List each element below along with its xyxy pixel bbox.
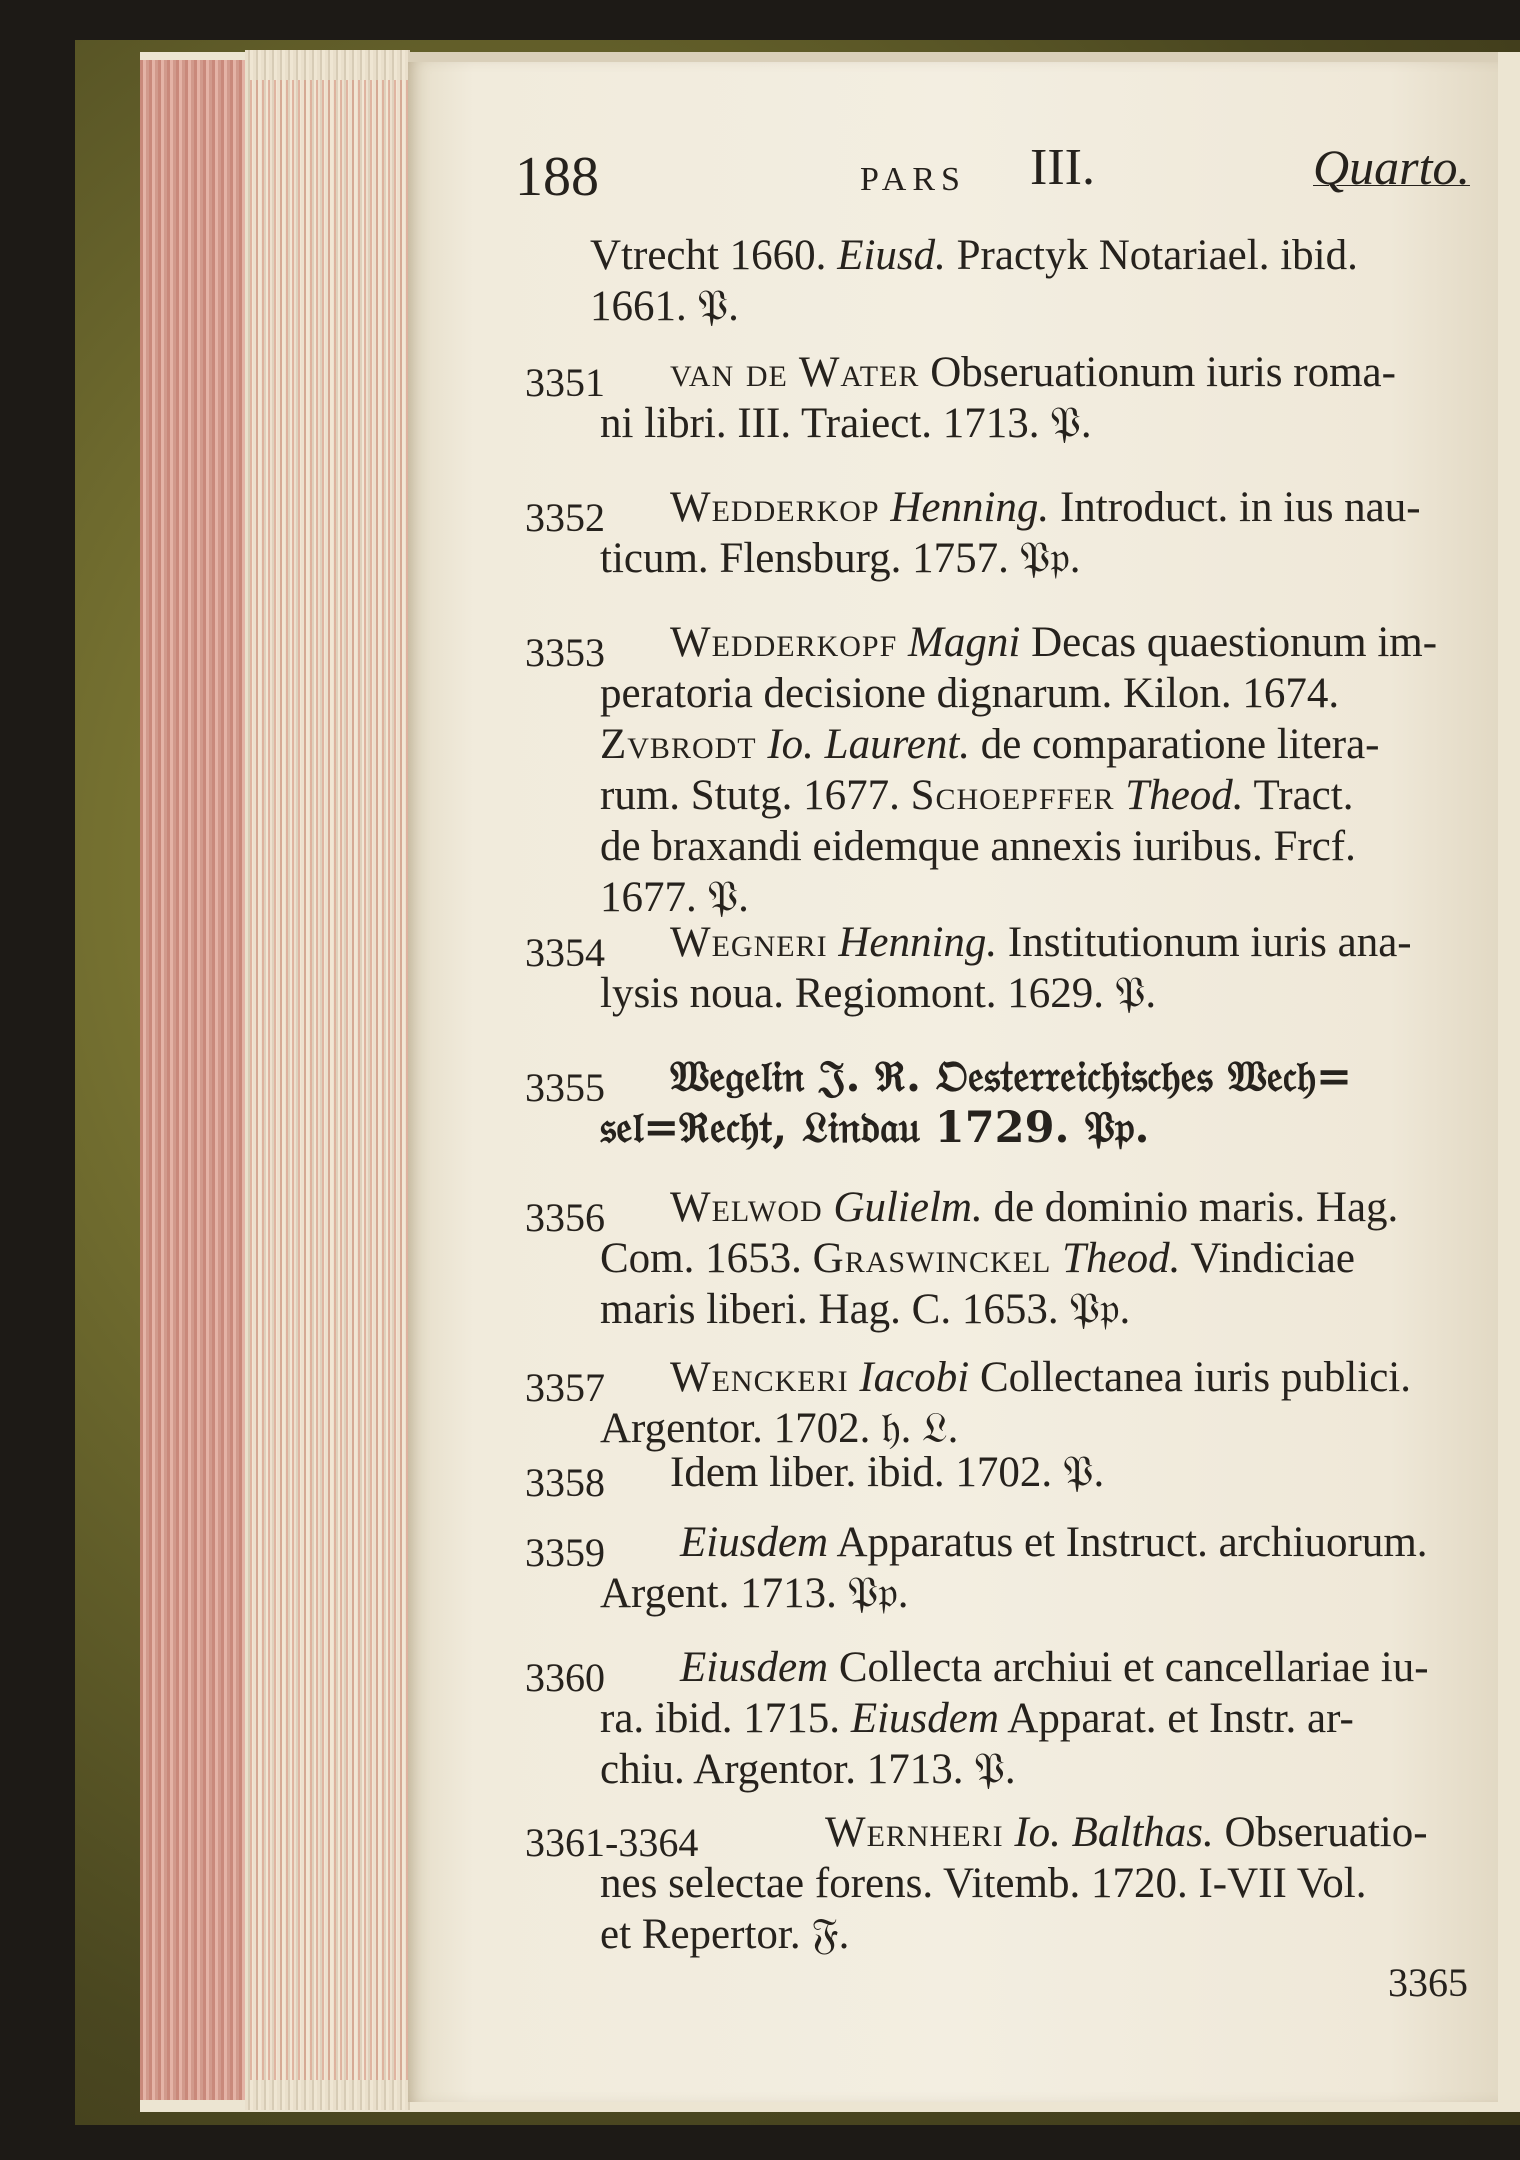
page-number: 188 — [515, 146, 599, 208]
entry-text: Practyk Notariael. ibid. — [945, 232, 1358, 279]
entry-text: Argentor. 1702. — [600, 1405, 882, 1452]
entry-text: 1661. — [590, 283, 698, 330]
entry-text: Decas quaestionum im- — [1020, 619, 1438, 666]
entry-italic-text: Magni — [908, 619, 1021, 666]
entry-text — [880, 484, 891, 531]
entry-line — [600, 1231, 1355, 1286]
entry-italic-text: Io. Laurent. — [767, 721, 971, 768]
entry-number: 3353 — [525, 630, 605, 675]
entry-line — [670, 1350, 1411, 1405]
entry-italic-text: Henning. — [838, 919, 998, 966]
entry-line — [825, 1805, 1428, 1860]
entry-text: et Repertor. — [600, 1911, 812, 1958]
entry-text — [823, 1184, 834, 1231]
entry-number: 3358 — [525, 1460, 605, 1505]
entry-text: 𝔓. — [697, 283, 739, 330]
entry-number: 3356 — [525, 1195, 605, 1240]
entry-number: 3361-3364 — [525, 1820, 699, 1865]
author-name: Graswinckel — [812, 1235, 1052, 1282]
entry-text: 𝔥. 𝔏. — [881, 1405, 959, 1452]
entry-number: 3351 — [525, 360, 605, 405]
author-name: Wernheri — [825, 1809, 1004, 1856]
entry-line — [670, 1445, 1104, 1500]
entry-number: 3352 — [525, 495, 605, 540]
entry-text — [1051, 1235, 1062, 1282]
entry-text: ni libri. III. Traiect. 1713. — [600, 400, 1051, 447]
author-name: Wenckeri — [670, 1354, 849, 1401]
author-name: Wedderkop — [670, 484, 880, 531]
author-name: van de Water — [670, 349, 920, 396]
section-label: PARS — [860, 161, 966, 198]
entry-text: Introduct. in ius nau- — [1049, 484, 1421, 531]
entry-line — [670, 480, 1421, 535]
entry-number: 3354 — [525, 930, 605, 975]
entry-italic-text: Eiusdem — [680, 1644, 829, 1691]
entry-italic-text: Eiusdem — [680, 1519, 829, 1566]
entry-text: Institutionum iuris ana- — [997, 919, 1412, 966]
entry-text: de dominio maris. Hag. — [982, 1184, 1399, 1231]
entry-line — [600, 1101, 1150, 1156]
entry-italic-text: Eiusd. — [837, 232, 946, 279]
entry-text — [828, 919, 839, 966]
entry-line — [600, 666, 1339, 721]
entry-text — [897, 619, 908, 666]
entry-text: 𝔉. — [811, 1911, 850, 1958]
entry-text — [1115, 772, 1126, 819]
entry-italic-text: Eiusdem — [850, 1695, 999, 1742]
entry-text — [849, 1354, 860, 1401]
author-name: Zvbrodt — [600, 721, 757, 768]
entry-line — [600, 1282, 1130, 1337]
entry-line — [600, 1566, 909, 1621]
entry-text: de comparatione litera- — [970, 721, 1380, 768]
entry-line — [600, 1742, 1016, 1797]
fraktur-text: 𝔚𝔢𝔤𝔢𝔩𝔦𝔫 𝔍. ℜ. 𝔒𝔢𝔰𝔱𝔢𝔯𝔯𝔢𝔦𝔠𝔥𝔦𝔰𝔠𝔥𝔢𝔰 𝔚𝔢𝔠𝔥= — [670, 1052, 1353, 1102]
entry-text: Com. 1653. — [600, 1235, 813, 1282]
author-name: Wegneri — [670, 919, 828, 966]
entry-text: 𝔓𝔭. — [1019, 535, 1081, 582]
entry-text: Obseruatio- — [1213, 1809, 1428, 1856]
page-edges-red — [140, 60, 250, 2100]
entry-line — [670, 345, 1396, 400]
entry-text: Obseruationum iuris roma- — [919, 349, 1396, 396]
entry-number: 3355 — [525, 1065, 605, 1110]
entry-text: lysis noua. Regiomont. 1629. — [600, 970, 1115, 1017]
entry-text — [1004, 1809, 1015, 1856]
entry-text: maris liberi. Hag. C. 1653. — [600, 1286, 1070, 1333]
entry-line — [600, 1691, 1354, 1746]
entry-text: 𝔓. — [1050, 400, 1092, 447]
entry-text — [757, 721, 768, 768]
entry-text: Collectanea iuris publici. — [969, 1354, 1412, 1401]
entry-italic-text: Iacobi — [859, 1354, 970, 1401]
author-name: Welwod — [670, 1184, 823, 1231]
entry-line — [590, 279, 739, 334]
catchword: 3365 — [1388, 1960, 1468, 2005]
entry-line — [590, 228, 1358, 283]
entry-text: 𝔓. — [1062, 1449, 1105, 1496]
entry-line — [600, 966, 1156, 1021]
entry-line — [600, 1907, 849, 1962]
entry-text: Apparatus et Instruct. archiuorum. — [828, 1519, 1428, 1566]
entry-line — [600, 819, 1356, 874]
fraktur-text: 𝔰𝔢𝔩=ℜ𝔢𝔠𝔥𝔱, 𝔏𝔦𝔫𝔡𝔞𝔲 1729. 𝔓𝔭. — [600, 1103, 1150, 1153]
entry-text: Collecta archiui et cancellariae iu- — [828, 1644, 1429, 1691]
entry-line — [600, 396, 1092, 451]
entry-text: 𝔓. — [707, 874, 749, 921]
author-name: Wedderkopf — [670, 619, 898, 666]
entry-text: 𝔓𝔭. — [847, 1570, 909, 1617]
entry-line — [680, 1640, 1429, 1695]
entry-text: ticum. Flensburg. 1757. — [600, 535, 1020, 582]
entry-text: Apparat. et Instr. ar- — [998, 1695, 1354, 1742]
entry-text: Idem liber. ibid. 1702. — [670, 1449, 1063, 1496]
entry-text: 𝔓. — [974, 1746, 1016, 1793]
author-name: Schoepffer — [910, 772, 1115, 819]
entry-number: 3360 — [525, 1655, 605, 1700]
section-numeral: III. — [1030, 139, 1095, 196]
entry-text: ra. ibid. 1715. — [600, 1695, 851, 1742]
entry-number: 3359 — [525, 1530, 605, 1575]
entry-text: Vtrecht 1660. — [590, 232, 838, 279]
entry-italic-text: Theod. — [1125, 772, 1244, 819]
entry-line — [670, 1180, 1398, 1235]
entry-line — [670, 915, 1412, 970]
entry-italic-text: Gulielm. — [833, 1184, 983, 1231]
entry-text: 𝔓𝔭. — [1069, 1286, 1131, 1333]
entry-line — [670, 615, 1437, 670]
entry-text: Tract. — [1243, 772, 1354, 819]
entry-italic-text: Io. Balthas. — [1014, 1809, 1214, 1856]
entry-line — [680, 1515, 1428, 1570]
entry-text: Argent. 1713. — [600, 1570, 848, 1617]
entry-italic-text: Theod. — [1062, 1235, 1181, 1282]
entry-text: 𝔓. — [1114, 970, 1157, 1017]
entry-text: de braxandi eidemque annexis iuribus. Frcf. — [600, 823, 1356, 870]
entry-number: 3357 — [525, 1365, 605, 1410]
page-edges-tint — [250, 80, 410, 2080]
entry-line — [600, 1856, 1366, 1911]
entry-text: nes selectae forens. Vitemb. 1720. I-VII Vol. — [600, 1860, 1367, 1907]
entry-text: chiu. Argentor. 1713. — [600, 1746, 975, 1793]
entry-line — [600, 768, 1353, 823]
entry-text: rum. Stutg. 1677. — [600, 772, 911, 819]
entry-text: peratoria decisione dignarum. Kilon. 1674. — [600, 670, 1340, 717]
entry-line — [670, 1050, 1352, 1105]
entry-text: 1677. — [600, 874, 708, 921]
entry-text: Vindiciae — [1180, 1235, 1355, 1282]
entry-line — [600, 717, 1380, 772]
entry-line — [600, 531, 1081, 586]
entry-italic-text: Henning. — [890, 484, 1050, 531]
format-label: Quarto. — [1313, 139, 1470, 195]
